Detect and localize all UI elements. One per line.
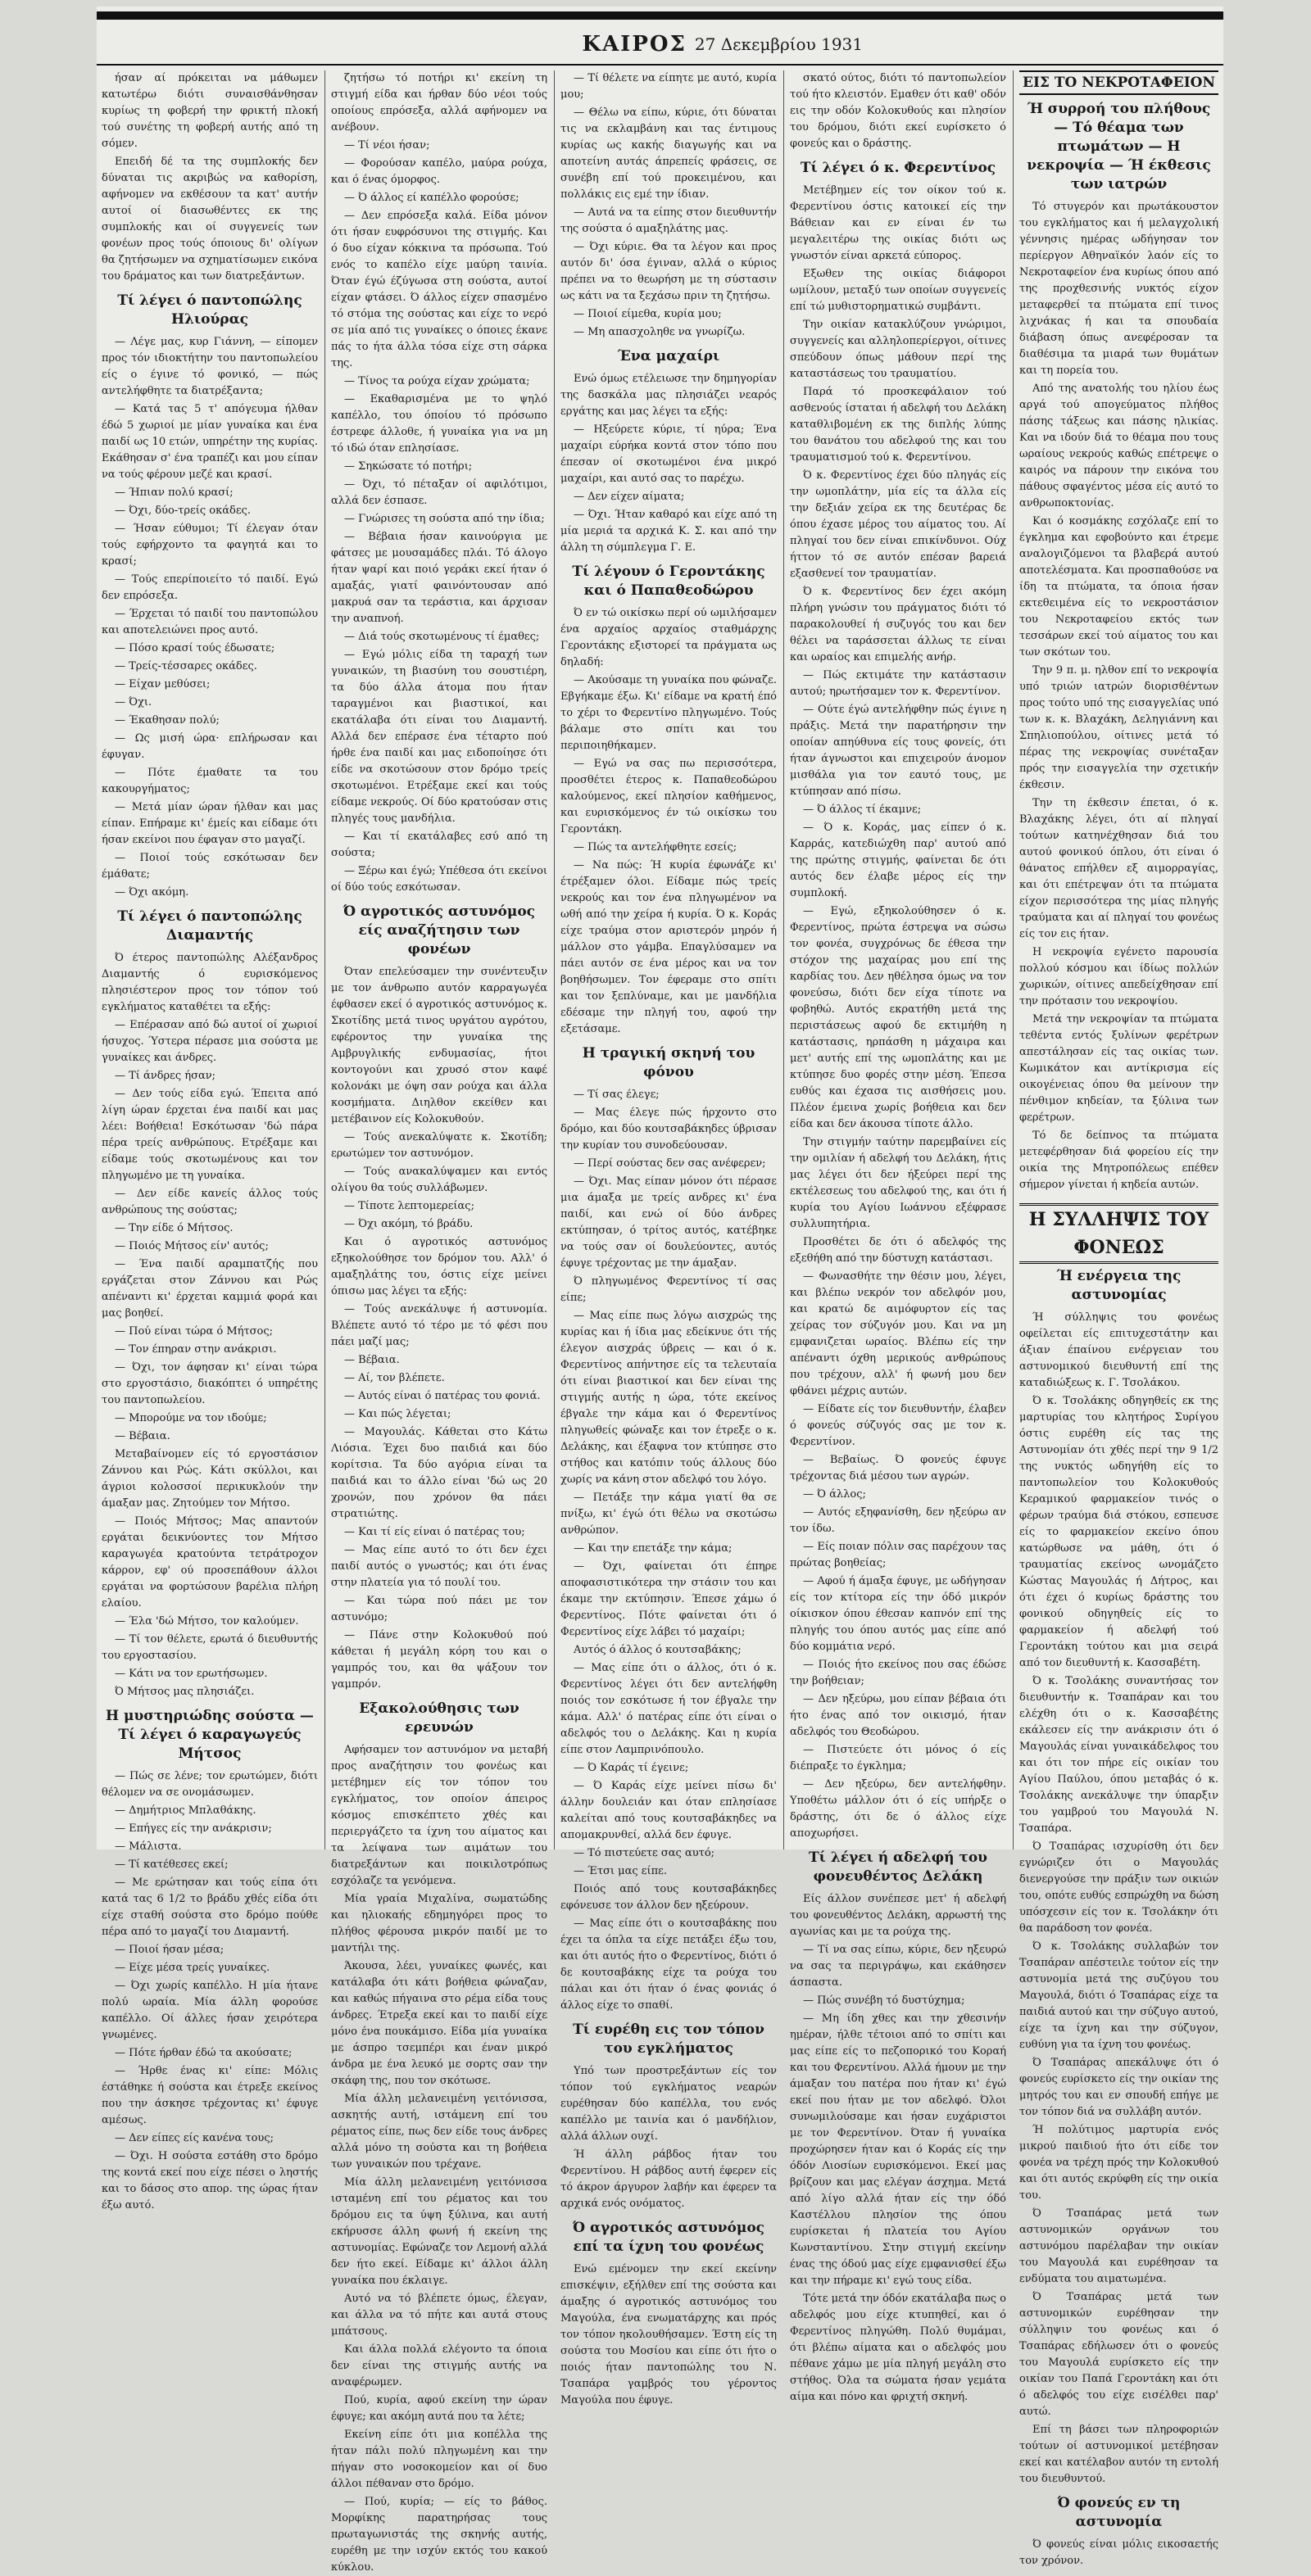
article-heading: Εξακολούθησις των ερευνών bbox=[359, 1700, 519, 1736]
column-divider bbox=[554, 70, 555, 1849]
article-heading: Ό φονεύς εν τη αστυνομία bbox=[1057, 2495, 1181, 2530]
column-2 bbox=[331, 70, 547, 2574]
paragraph: — Μη ίδη χθες και την χθεσινήν ημέραν, ήλθε τέτοιοι από το σπίτι και μας είπε είς το πεζοπορικό του Κοραή και του Φερεντίνου. Αλλά ήμουν με την άμαξαν του πατέρα που ήταν κι' έγώ εκεί που ήταν με τον αδελφό. Όλοι συνωμιλούσαμε και ήσαν ευχάριστοι με τον Φερεντίνον. Όταν ή γυναίκα προχώρησεν ήταν και ό Κοράς είς την όδόν Λιοσίων ευρισκόμενοι. Εκεί μας βρίζουν και μας ελέγαν άσχημα. Μετά από λίγο αλλά ήταν είς την όδό Καστέλλου πλησίον της όπου ευρίσκεται ή πλατεία του Αγίου Κωνσταντίνου. Στην στιγμή εκείνην ένας της όδού μας είχε εμφανισθεί έξω και την πήραμε κι' εγώ τους είδα. bbox=[790, 2012, 1006, 2287]
paragraph: — Μας έλεγε πώς ήρχοντο στο δρόμο, και δύο κουτσαβάκηδες ύβρισαν την κυρίαν του συνοδεύουσαν. bbox=[560, 1107, 777, 1152]
paragraph: — Είς ποιαν πόλιν σας παρέχουν τας πρώτας βοηθείας; bbox=[790, 1541, 1006, 1569]
paragraph: Μία γραία Μιχαλίνα, σωματώδης και ηλιοκαής εδημηγόρει προς το πλήθος φέρουσα μικρόν παιδί με το μαντήλι της. bbox=[331, 1893, 547, 1954]
article-heading: Ό αγροτικός αστυνόμος είς αναζήτησιν των φονέων bbox=[342, 903, 536, 958]
paragraph: Ή άλλη ράβδος ήταν του Φερεντίνου. Η ράβδος αυτή έφερεν είς τό άκρον άργυρον λαβήν και έφερεν τα αρχικά ενός ονόματος. bbox=[560, 2148, 777, 2210]
paragraph: Ό κ. Φερεντίνος δεν έχει ακόμη πλήρη γνώσιν του πράγματος διότι τό παρακολουθεί ή συζυγός του και δεν θέλει να ταράσσεται άλλως τε είναι και ωραίος και επιμελής ανήρ. bbox=[790, 586, 1006, 663]
paragraph: — Θέλω να είπω, κύριε, ότι δύναται τις να εκλαμβάνη και τας έντιμους κυρίας ως κακής διαγωγής και να αποτείνη αυτάς άπρεπείς φράσεις, σε συνέβη επί τού προκειμένου, και πολλάκις εις εμέ την ίδιαν. bbox=[560, 106, 777, 201]
paragraph: — Μετά μίαν ώραν ήλθαν και μας είπαν. Επήραμε κι' έμείς και είδαμε ότι ήσαν εκείνοι που έφαγαν στο μαγαζί. bbox=[102, 801, 318, 846]
paragraph: — Εκαθαρισμένα με το ψηλό καπέλλο, του όποίου τό πρόσωπο έστρεφε άλλοθε, ή γυναίκα για να μη τό ιδώ όταν επλησίασε. bbox=[331, 393, 547, 455]
paragraph: — Την είδε ό Μήτσος. bbox=[115, 1222, 234, 1234]
paragraph: — Ό κ. Κοράς, μας είπεν ό κ. Καρράς, κατεδιώχθη παρ' αυτού από της πρώτης στιγμής, φαίνεται δε ότι αυτός δεν έλαβε μέρος είς την συμπλοκή. bbox=[790, 822, 1006, 899]
columns bbox=[97, 70, 1223, 2574]
paragraph: Προσθέτει δε ότι ό αδελφός της εξεθήθη από την δύστυχη κατάστασι. bbox=[790, 1236, 1006, 1265]
paragraph: — Έκαθησαν πολύ; bbox=[115, 714, 220, 727]
paragraph: Ό φονεύς είναι μόλις εικοσαετής τον χρόνον. bbox=[1019, 2538, 1218, 2567]
paragraph: — Τί κατέθεσες εκεί; bbox=[115, 1858, 229, 1871]
paragraph: — Όχι, φαίνεται ότι έπηρε αποφασιστικότερα την στάσιν του και έκαμε την εκτύπησιν. Έπεσε χάμω ό Φερεντίνος. Πότε φαίνεται ότι ό Φερεντίνος είχε λάβει τό μαχαίρι; bbox=[560, 1560, 777, 1638]
paragraph: Ό κ. Τσολάκης οδηγηθείς εκ της μαρτυρίας του κλητήρος Συρίγου όστις ευρέθη είς τας της Αστυνομίαν ότι χθές περί την 9 1/2 της νυκτός ωδηγήθη είς το παντοπωλείον του Κολοκυθούς Κεραμικού φαρμακείον τινός ο φέρων τραύμα διά στόκου, εσπευσε είς το φαρμακείον εκείνο όπου κατώρθωσε να μάθη, ότι ό τραυματίας εκείνος ωνομάζετο Κώστας Μαγουλάς ή Δήτρος, και ότι έχει ό κυρίως δράστης του φονικού οδηγηθείς είς το φαρμακείον ή αδελφή τού Γεροντάκη τούτου και μια σειρά από τον διευθυντή κ. Κασσαβέτη. bbox=[1019, 1395, 1218, 1669]
paragraph: — Δεν τούς είδα εγώ. Έπειτα από λίγη ώραν έρχεται ένα παιδί και μας λέει: Βοήθεια! Εσκότωσαν 'δώ πάρα πέρα τρείς ανθρώπους. Ετρέξαμε και είδαμε τούς σκοτωμένους και τον πληγωμένο με τη γυναίκα. bbox=[102, 1088, 318, 1182]
article-heading: Τί λέγει ό παντοπώλης Διαμαντής bbox=[117, 908, 302, 944]
paragraph: — Αί, τον βλέπετε. bbox=[344, 1372, 445, 1384]
paragraph: — Όχι. Μας είπαν μόνον ότι πέρασε μια άμαξα με τρείς ανδρες κι' ένα παιδί, και ενώ οί δύο άνδρες εκτύπησαν, ό τρίτος αυτός, κατέβηκε να τούς σαν οί δουλεύοντες, αυτός έφυγε τρέχοντας με την άμαξαν. bbox=[560, 1175, 777, 1270]
paragraph: Την στιγμήν ταύτην παρεμβαίνει είς την ομιλίαν ή αδελφή του Δελάκη, ήτις μας λέγει ότι δεν ήξεύρει περί της εκτέλεσεως του αδελφού της, και ότι ή κυρία του Αγίου Ιωάννου εξέφρασε συλλυπητήρια. bbox=[790, 1136, 1006, 1230]
masthead bbox=[97, 28, 1223, 61]
article-heading: Ό αγροτικός αστυνόμος επί τα ίχνη του φονέως bbox=[572, 2220, 765, 2255]
paragraph: — Δεν είπες είς κανένα τους; bbox=[115, 2132, 274, 2144]
sub-heading: Ή συρροή του πλήθους — Τό θέαμα των πτωμάτων — Η νεκροψία — Ή έκθεσις των ιατρών bbox=[1027, 101, 1211, 192]
paragraph: — Βεβαίως. Ό φονεύς έφυγε τρέχοντας διά μέσου των αγρών. bbox=[790, 1454, 1006, 1483]
paragraph: — Πώς τα αντελήφθητε εσείς; bbox=[574, 841, 737, 853]
paragraph: — Τί θέλετε να είπητε με αυτό, κυρία μου; bbox=[560, 72, 777, 101]
paragraph: — Ό Καράς τί έγεινε; bbox=[574, 1762, 689, 1774]
paragraph: Ό Τσαπάρας μετά των αστυνομικών οργάνων του αστυνόμου παρέλαβαν την οικίαν του Μαγουλά και ευρέθησαν τα ενδύματα του αιματωμένα. bbox=[1019, 2207, 1218, 2285]
paragraph: — Με ερώτησαν και τούς είπα ότι κατά τας 6 1/2 το βράδυ χθές είδα ότι είχε σταθή σούστα στο δρόμο πούθε πέρα από το μαγαζί του Διαμαντή. bbox=[102, 1877, 318, 1938]
paragraph: Από της ανατολής του ηλίου έως αργά τού απογεύματος πλήθος πάσης τάξεως και πάσης ηλικίας. Και να ιδούν διά το θέαμα που τους ωραίους νεκρούς καθώς επέτρεψε ο καιρός να πάρουν την εικόνα του πάθους σφαγέντος μέσα είς αυτό το ανθρωποκτονίας. bbox=[1019, 383, 1218, 509]
paragraph: — Ό άλλος; bbox=[803, 1488, 866, 1501]
paragraph: — Πότε ήρθαν έδώ τα ακούσατε; bbox=[115, 2047, 293, 2059]
paragraph: — Εγώ, εξηκολούθησεν ό κ. Φερεντίνος, πρώτα έστρεψα να σώσω τον φονέα, συγχρόνως δε έθεσα την στόχον της μαχαίρας μου επί της καρδίας του. Δεν ηθέλησα όμως να τον φονεύσω, διότι δεν είχα τίποτε να φοβηθώ. Αυτός εκρατήθη μετά της περιστάσεως αφού δε εκτιμήθη η κατάστασις, ηρπάσθη η μάχαιρα και μετ' αυτής επί της ωμοπλάτης και με κτύπησε δυο φορές στην μέση. Έπεσα ευθύς και έχασα τις αισθήσεις μου. Πλέον έμεινα χωρίς βοήθεια και δεν είδα και δεν άκουσα τίποτε άλλο. bbox=[790, 905, 1006, 1130]
section-heading: ΕΙΣ ΤΟ ΝΕΚΡΟΤΑΦΕΙΟΝ bbox=[1019, 70, 1218, 95]
paragraph: — Περί σούστας δεν σας ανέφερεν; bbox=[574, 1157, 766, 1170]
paragraph: — Έτσι μας είπε. bbox=[574, 1865, 668, 1877]
article-heading: Τί λέγει ή αδελφή του φονευθέντος Δελάκη bbox=[809, 1849, 987, 1885]
paragraph: — Τρείς-τέσσαρες οκάδες. bbox=[115, 660, 257, 672]
paragraph: — Πιστεύετε ότι μόνος ό είς διέπραξε το έγκλημα; bbox=[790, 1744, 1006, 1772]
paragraph: — Όχι ακόμη. bbox=[115, 886, 189, 899]
paragraph: — Τούς επερίποιείτο τό παιδί. Εγώ δεν επρόσεξα. bbox=[102, 573, 318, 602]
column-divider bbox=[783, 70, 784, 1849]
paragraph: — Βέβαια. bbox=[115, 1430, 170, 1442]
paragraph: — Ούτε έγώ αντελήφθην πώς έγινε η πράξις. Μετά την παρατήρησιν την οποίαν απηύθυνα είς τους φονείς, ότι ήταν άγνωστοι και επιχειρούν άνομον μισθάλα για τον εαυτό τους, με κτύπησαν από πίσω. bbox=[790, 704, 1006, 798]
paragraph: — Αυτός εξηφανίσθη, δεν ηξεύρω αν τον ίδω. bbox=[790, 1506, 1006, 1535]
paragraph: — Είδατε είς τον διευθυντήν, έλαβεν ό φονεύς σύζυγός σας με τον κ. Φερεντίνον. bbox=[790, 1403, 1006, 1448]
paragraph: — Όχι, τό πέταξαν οί αφιλότιμοι, αλλά δεν έσπασε. bbox=[331, 478, 547, 507]
paragraph: Ό έτερος παντοπώλης Αλέξανδρος Διαμαντής ό ευρισκόμενος πλησιέστερον προς τον τόπον τού εγκλήματος καταθέτει τα εξής: bbox=[102, 952, 318, 1013]
paragraph: — Όχι, τον άφησαν κι' είναι τώρα στο εργοστάσιο, διακόπτει ό υπηρέτης του παντοπωλείου. bbox=[102, 1361, 318, 1406]
article-heading: Η τραγική σκηνή του φόνου bbox=[582, 1045, 755, 1080]
column-3 bbox=[560, 70, 777, 2406]
paragraph: — Πού, κυρία; — είς το βάθος. Μορφίκης παρατηρήσας τους πρωταγωνιστάς της σκηνής αυτής, ευρέθη με την ισχύν εκτός του κακού κύκλου. bbox=[331, 2496, 547, 2574]
paragraph: — Ως μισή ώρα· επλήρωσαν και έφυγαν. bbox=[102, 732, 318, 761]
paragraph: — Ήσαν εύθυμοι; Τί έλεγαν όταν τούς εφήρχοντο τα φαγητά και το κρασί; bbox=[102, 523, 318, 568]
paragraph: Άκουσα, λέει, γυναίκες φωνές, και κατάλαβα ότι κάτι βοήθεια φώναζαν, και καθώς πήγαινα στο ρέμα είδα τους άνδρες. Έτρεξα εκεί και το παιδί είχε μόνο ένα πουκάμισο. Είδα μία γυναίκα με άσπρο τσεμπέρι και έναν μικρό άνδρα με ένα λευκό με σορτς σαν την σκάφη της, που τον σκότωσε. bbox=[331, 1960, 547, 2087]
paragraph: σκατό ούτος, διότι τό παντοπωλείον τού ήτο κλειστόν. Εμαθεν ότι καθ' οδόν εις την οδόν Κολοκυθούς και πλησίον του δρόμου, διότι εκεί ευρίσκετο ό φονεύς και ο δράστης. bbox=[790, 72, 1006, 150]
paragraph: Τό στυγερόν και πρωτάκουστον του εγκλήματος και ή μελαγχολική γέννησις ημέρας ωδήγησαν τον περίεργον Αθηναϊκόν λαόν είς το Νεκροταφείον ένα κυρίως όπου από της προχθεσινής νυκτός είχον μεταφερθεί τα πτώματα επί τινος λιχνάκας ή και τα σπουδαία διάβαση όπως ανεφέροσαν τα διαθέσιμα τα μιαρά των θυμάτων και τη πορεία του. bbox=[1019, 201, 1218, 377]
paragraph: Επειδή δέ τα της συμπλοκής δεν δύναται τις ακριβώς να καθορίση, αφήνομεν να εκθέσουν τα κατ' αυτήν αυτοί οί διασωθέντες εκ της συμπλοκής και οί συγγενείς των φονέων προς τούς όποιους δι' ολίγων θα ζητήσωμεν να σχηματίσωμεν εικόνα του δράματος και των διατρεξάντων. bbox=[102, 156, 318, 283]
paragraph: ζητήσω τό ποτήρι κι' εκείνη τη στιγμή είδα και ήρθαν δύο νέοι τούς οποίους επρόσεξα, αλλά αφήνομεν να ανέβουν. bbox=[331, 72, 547, 134]
paragraph: — Πότε έμαθατε τα του κακουργήματος; bbox=[102, 767, 318, 795]
paragraph: — Όχι κύριε. Θα τα λέγον και προς αυτόν δι' όσα έγιναν, αλλά ο κύριος πρέπει να το θεωρήση με τη σύστασιν ως κάτι να τα ξεχάσω πριν τη ζητήσω. bbox=[560, 241, 777, 302]
paragraph: Αυτό να τό βλέπετε όμως, έλεγαν, και άλλα να τό πήτε και αυτά στους μπάτσους. bbox=[331, 2293, 547, 2338]
paragraph: — Δεν είχεν αίματα; bbox=[574, 491, 685, 503]
paragraph: — Ποιός Μήτσος είν' αυτός; bbox=[115, 1240, 269, 1252]
paragraph: — Ήπιαν πολύ κρασί; bbox=[115, 487, 234, 499]
paragraph: — Και πώς λέγεται; bbox=[344, 1408, 451, 1420]
masthead-rule bbox=[97, 64, 1223, 66]
paragraph: — Φωνασθήτε την θέσιν μου, λέγει, και βλέπω νεκρόν τον αδελφόν μου, και κρατώ δε αιμόφυρτον είς τας χείρας τον σύζυγόν μου. Και να μη εμφανιζεται ωραίος. Βλέπω είς την απέναντι όχθη μερικούς ανθρώπους που τρέχουν, αλλ' ή φωνή μου δεν φθάνει μέχρις αυτών. bbox=[790, 1270, 1006, 1397]
paragraph: — Έλα 'δώ Μήτσο, τον καλούμεν. bbox=[115, 1615, 299, 1628]
paragraph: — Τό πιστεύετε σας αυτό; bbox=[574, 1847, 715, 1859]
paragraph: — Τί άνδρες ήσαν; bbox=[115, 1070, 216, 1082]
paragraph: — Δεν επρόσεξα καλά. Είδα μόνον ότι ήσαν ευφρόσυνοι της στιγμής. Και ό δυο είχαν κόκκινα τα πρόσωπα. Τού ενός το καπέλο είχε μαύρη ταινία. Όταν έγώ έζύγωσα στη σούστα, αυτοί είχαν φτάσει. Ό άλλος είχεν σπασμένο τό στόμα της σούστας και είχε το νερό σε μία από τις γυναίκες ο όποιες έκανε πάς το ήτα άλλα τόσα είχε στη σάρκα της. bbox=[331, 210, 547, 369]
paragraph: Ό κ. Φερεντίνος έχει δύο πληγάς είς την ωμοπλάτην, μία είς τα άλλα είς την δεξιάν χείρα εκ της δευτέρας δε όπου έχασε μέρος του αίματος του. Αί πληγαί του δεν είναι επικίνδυνοι. Ούχ ήττον τό σε αυτόν επέσαν βαρειά εξασθενεί τον τραυματίαν. bbox=[790, 469, 1006, 580]
paragraph: — Ένα παιδί αραμπατζής που εργάζεται στον Ζάννου και Ρώς απέναντι κι' έρχεται καμμιά φορά και μας βοηθεί. bbox=[102, 1258, 318, 1320]
paragraph: — Τί να σας είπω, κύριε, δεν ηξευρώ να σας τα περιγράψω, και εκάθησεν άσπαστα. bbox=[790, 1944, 1006, 1989]
paragraph: — Μας είπε ότι ο κουτσαβάκης που έχει τα όπλα τα είχε πετάξει έξω του, και ότι αυτός ήτο ο Φερεντίνος, διότι ό δε κουτσαβάκης είχε τα ρούχα του πάλαι και ότι ήταν ό ένας φονιάς ό άλλος είχε το σπαθί. bbox=[560, 1917, 777, 2012]
paragraph: Τότε μετά την όδόν εκατάλαβα πως ο αδελφός μου είχε κτυπηθεί, και ό Φερεντίνος πληγώθη. Πολύ θυμάμαι, ότι βλέπω αίματα και ο αδελφός μου πέθανε χάμω με μία πληγή μεγάλη στο στήθος. Όλα τα σώματα ήσαν γεμάτα αίμα και πόνο και φριχτή σκηνή. bbox=[790, 2293, 1006, 2403]
paragraph: — Και την επετάξε την κάμα; bbox=[574, 1542, 733, 1555]
paragraph: — Όχι ακόμη, τό βράδυ. bbox=[344, 1218, 474, 1230]
paragraph: — Τούς ανεκάλυψε ή αστυνομία. Βλέπετε αυτό τό τέρο με τό φέσι που πάει μαζί μας; bbox=[331, 1303, 547, 1348]
paragraph: — Αυτός είναι ό πατέρας του φονιά. bbox=[344, 1390, 541, 1402]
paragraph: — Ό άλλος εί καπέλλο φορούσε; bbox=[344, 192, 519, 204]
paragraph: Ό πληγωμένος Φερεντίνος τί σας είπε; bbox=[560, 1275, 777, 1304]
paragraph: — Λέγε μας, κυρ Γιάννη, — είπομεν προς τόν ιδιοκτήτην του παντοπωλείου είς ο έγινε τό φονικό, — πώς αντελήφθητε τα διατρέξαντα; bbox=[102, 336, 318, 397]
paragraph: Την 9 π. μ. ηλθον επί το νεκροψία υπό τριών ιατρών διορισθέντων προς τούτο υπό της εισαγγελίας υπό των κ. κ. Βλαχάκη, Δεληγιάννη και Σπηλιοπούλου, οίτινες μετά τό πέρας της νεκροψίας συνέταξαν πρός την εισαγγελία την σχετικήν έκθεσιν. bbox=[1019, 664, 1218, 791]
paragraph: Εξωθεν της οικίας διάφοροι ωμίλουν, μεταξύ των οποίων συγγενείς επί τώ μυθιστορηματικώ συμβάντι. bbox=[790, 268, 1006, 313]
paragraph: — Όχι χωρίς καπέλλο. Η μία ήτανε πολύ ωραία. Μία άλλη φορούσε καπέλλο. Οί άλλες ήσαν χειρότερα γνωμένες. bbox=[102, 1980, 318, 2041]
column-1 bbox=[102, 70, 318, 2212]
paragraph: Ή πολύτιμος μαρτυρία ενός μικρού παιδιού ήτο ότι είδε τον φονέα να τρέχη πρός την Κολοκυθού και ότι αυτός εκρύφθη είς την οικία του. bbox=[1019, 2124, 1218, 2202]
newspaper-name: ΚΑΙΡΟΣ bbox=[582, 32, 687, 57]
paragraph: Και ό κοσμάκης εσχόλαζε επί το έγκλημα και εφοβούντο και έτρεμε αναλογιζόμενοι τα βλαβερά αυτού αποτελέσματα. Και προσπαθούσε να ίδη τα πτώματα, τα όποια ήσαν εκτεθειμένα είς το νεκροστάσιον του Νεκροταφείου εκτός των τεσσάρων εκεί τού αίματος του και των σκότων του. bbox=[1019, 515, 1218, 659]
paragraph: — Εγώ μόλις είδα τη ταραχή των γυναικών, τη βιασύνη του σουστιέρη, τα δύο άλλα άτομα που ήταν ταραγμένοι και βιαστικοί, και εκατάλαβα ότι είναι του Διαμαντή. Αλλά δεν επέρασε ένα τέταρτο πού ήρθε ένα παιδί και μας ειδοποίησε ότι είδε να σκοτώσουν στον δρόμο τρείς σκοτωμένοι. Ετρέξαμε εκεί και τούς είδαμε νεκρούς. Οί δύο κρατούσαν στις πληγές τους μανδήλια. bbox=[331, 649, 547, 825]
paragraph: — Ό άλλος τί έκαμνε; bbox=[803, 804, 922, 816]
paragraph: — Κατά τας 5 τ' απόγευμα ήλθαν έδώ 5 χωριοί με μίαν γυναίκα και ένα παιδί ως 10 ετών, υπηρέτην της κυρίας. Εκάθησαν σ' ένα τραπέζι και μου είπαν να τούς φέρουν μεζέ και κρασί. bbox=[102, 403, 318, 481]
article-heading: Τί λέγει ό κ. Φερεντίνος bbox=[800, 160, 996, 176]
article-heading: Ένα μαχαίρι bbox=[617, 348, 720, 364]
paragraph: Όταν επελεύσαμεν την συνέντευξιν με τον άνθρωπο αυτόν καρραγωγέα έφθασεν εκεί ό αγροτικός αστυνόμος κ. Σκοτίδης μετά τινος υργάτου αγρότου, εφέροντος την γυναίκα της Αμβρυγλικής ενδυμασίας, ήτοι κοντογούνι και χρυσό στον καφέ κολονάκι με όψη σαν ρούχα και άλλα κοσμήματα. Διηλθον εκείθεν και μετέβαινον είς Κολοκυθούν. bbox=[331, 966, 547, 1125]
article-heading: Τί λέγει ό παντοπώλης Ηλιούρας bbox=[117, 292, 302, 328]
paragraph: Την οικίαν κατακλύζουν γνώριμοι, συγγενείς και αλληλοπερίεργοι, οίτινες σπεύδουν όπως μάθουν περί της καταστάσεως του τραυματίου. bbox=[790, 319, 1006, 380]
paragraph: Εκείνη είπε ότι μια κοπέλλα της ήταν πάλι πολύ πληγωμένη και την πήγαν στο νοσοκομείον και οί δυο άλλοι πέθαναν στο δρόμο. bbox=[331, 2429, 547, 2490]
paragraph: — Πού είναι τώρα ό Μήτσος; bbox=[115, 1325, 274, 1338]
paragraph: — Και τί είς είναι ό πατέρας του; bbox=[344, 1526, 525, 1538]
paragraph: — Όχι. Η σούστα εστάθη στο δρόμο της κοντά εκεί που είχε πέσει ο ληστής και το δάσος στο απορ. της ώρας ήταν έξω αυτό. bbox=[102, 2150, 318, 2212]
article-heading: Τί ευρέθη εις τον τόπον του εγκλήματος bbox=[573, 2021, 764, 2057]
column-divider bbox=[324, 70, 325, 1849]
paragraph: — Γνώρισες τη σούστα από την ίδια; bbox=[344, 513, 545, 525]
paragraph: — Φορούσαν καπέλο, μαύρα ρούχα, και ό ένας όμορφος. bbox=[331, 157, 547, 186]
paragraph: ήσαν αί πρόκειται να μάθωμεν κατωτέρω διότι συναισθάνθησαν κυρίως τη φοβερή την φρικτή πλοκή τού συνέτης τη φοβερή αυτής από τη σόμεν. bbox=[102, 72, 318, 150]
paragraph: — Ηξεύρετε κύριε, τί ηύρα; Ένα μαχαίρι εύρήκα κοντά στον τόπο που έπεσαν οί σκοτωμένοι ένα μικρό μαχαίρι, και αυτό σας το παρέχω. bbox=[560, 423, 777, 485]
paragraph: — Ξέρω και έγώ; Υπέθεσα ότι εκείνοι οί δύο τούς εσκότωσαν. bbox=[331, 865, 547, 894]
paragraph: Μεταβαίνομεν είς τό εργοστάσιον Ζάννου και Ρώς. Κάτι σκύλλοι, και άγριοι κολοσσοί περικυκλούν την άμαξαν μας. Ζητούμεν τον Μήτσο. bbox=[102, 1448, 318, 1510]
paragraph: Ό Τσαπάρας ισχυρίσθη ότι δεν εγνώριζεν ότι ο Μαγουλάς διενεργούσε την πράξιν των οικιών του, οπότε ευθύς εσπρώχθη να δώση υπόσχεσιν είς τον κ. Τσολάκην ότι θα παράδοση τον φονέα. bbox=[1019, 1840, 1218, 1935]
paragraph: Μία άλλη μελανειμένη γειτόνισσα, ασκητής αυτή, ιστάμενη επί του ρέματος είπε, πως δεν είδε τους άνδρες αλλά μόνο τη σούστα και τη βοήθεια των γυναικών που τρέχανε. bbox=[331, 2093, 547, 2171]
issue-date: 27 Δεκεμβρίου 1931 bbox=[694, 34, 863, 54]
paragraph: — Έρχεται τό παιδί του παντοπώλου και αποτελειώνει προς αυτό. bbox=[102, 608, 318, 636]
paragraph: — Τούς ανακαλύψαμεν και εντός ολίγου θα τούς συλλάβωμεν. bbox=[331, 1166, 547, 1194]
paragraph: Παρά τό προσκεφάλαιον τού ασθενούς ίσταται ή αδελφή του Δελάκη καταθλιβομένη εκ της διπλής λύπης του θανάτου του αδελφού της και του τραυματισμού τού κ. Φερεντίνου. bbox=[790, 386, 1006, 464]
paragraph: — Πάνε στην Κολοκυθού πού κάθεται ή μεγάλη κόρη του και ο γαμπρός του, και θα ψάξουν τον γαμπρόν. bbox=[331, 1629, 547, 1691]
paragraph: — Κάτι να τον ερωτήσωμεν. bbox=[115, 1668, 268, 1680]
paragraph: Μετέβημεν είς τον οίκον τού κ. Φερεντίνου όστις κατοικεί είς την Βάθειαν και εν είναι έν τω μεγαλειτέρω της οικίας διότι ως γνωστόν είναι αρκετά εύπορος. bbox=[790, 184, 1006, 262]
paragraph: — Ποιός ήτο εκείνος που σας έδώσε την βοήθειαν; bbox=[790, 1659, 1006, 1687]
paragraph: — Όχι, δύο-τρείς οκάδες. bbox=[115, 505, 251, 517]
paragraph: Ό Τσαπάρας απεκάλυψε ότι ό φονεύς ευρίσκετο είς την οικίαν της μητρός του και εν σπουδή επήγε με τον τόπον διά να συλλάβη αυτόν. bbox=[1019, 2057, 1218, 2118]
newspaper-page bbox=[97, 7, 1223, 2574]
article-heading: Η μυστηριώδης σούστα — Τί λέγει ό καραγωγεύς Μήτσος bbox=[106, 1708, 314, 1762]
paragraph: — Επέρασαν από δώ αυτοί οί χωριοί ήσυχος. Ύστερα πέρασε μια σούστα με γυναίκες και άνδρες. bbox=[102, 1019, 318, 1064]
paragraph: Ό κ. Τσολάκης συναντήσας τον διευθυντήν κ. Τσαπάραν και του ελέχθη ότι ο κ. Κασσαβέτης εκάλεσεν είς την ανάκρισιν ότι ό Μαγουλάς είναι γυναικάδελφος του και ότι τον πήρε είς οικίαν του Αγίου Παύλου, όπου μεταβάς ό κ. Τσολάκης ανεκάλυψε την ύπαρξιν του γαμβρού του Μαγουλά Ν. Τσαπάρα. bbox=[1019, 1675, 1218, 1835]
paragraph: Την τη έκθεσιν έπεται, ό κ. Βλαχάκης λέγει, ότι αί πληγαί τούτων κατηνέχθησαν διά του αυτού φονικού όπλου, ότι είναι ό θάνατος επήλθεν εξ αιμορραγίας, και ότι επέτρεψαν ότι τα πτώματα είχον περισσότερα της μίας πληγής τραύματα και αί πληγαί του φονέως είς τον εις ήταν. bbox=[1019, 797, 1218, 940]
paragraph: Και ό αγροτικός αστυνόμος εξηκολούθησε τον δρόμον του. Αλλ' ό αμαξηλάτης του, όστις είχε μείνει όπισω μας λέγει τα εξής: bbox=[331, 1236, 547, 1297]
paragraph: — Διά τούς σκοτωμένους τί έμαθες; bbox=[344, 631, 540, 643]
paragraph: — Τί νέοι ήσαν; bbox=[344, 139, 430, 152]
paragraph: — Μαγουλάς. Κάθεται στο Κάτω Λιόσια. Έχει δυο παιδιά και δύο κορίτσια. Τα δύο αγόρια είναι τα παιδιά και το άλλο είναι 'δώ ως 20 χρονών, που χρόνον θα πάει στρατιώτης. bbox=[331, 1426, 547, 1520]
column-4 bbox=[790, 70, 1006, 2403]
paragraph: Ό Τσαπάρας μετά των αστυνομικών ευρέθησαν την σύλληψιν του φονέως και ό Τσαπάρας εδήλωσεν ότι ο φονεύς του Μαγουλά ευρίσκετο είς την οικίαν του Παπά Γεροντάκη και ότι ό αδελφός του είχε εισέλθει παρ' αυτώ. bbox=[1019, 2291, 1218, 2418]
paragraph: — Και τώρα πού πάει με τον αστυνόμο; bbox=[331, 1595, 547, 1623]
paragraph: Ποιός από τους κουτσαβάκηδες εφόνευσε τον άλλον δεν ηξεύρουν. bbox=[560, 1883, 777, 1912]
paragraph: — Αυτά να τα είπης στον διευθυντήν της σούστα ό αμαξηλάτης μας. bbox=[560, 206, 777, 235]
paragraph: Ό Μήτσος μας πλησιάζει. bbox=[115, 1686, 255, 1698]
paragraph: — Ποιοί τούς εσκότωσαν δεν έμάθατε; bbox=[102, 852, 318, 881]
paragraph: — Μας είπε αυτό το ότι δεν έχει παιδί αυτός ο γνωστός; και ότι ένας στην πλατεία για τό πουλί του. bbox=[331, 1544, 547, 1589]
paragraph: — Δημήτριος Μπλαθάκης. bbox=[115, 1804, 256, 1817]
paragraph: — Εγώ να σας πω περισσότερα, προσθέτει έτερος κ. Παπαθεοδώρου καλούμενος, εκεί πλησίον καθήμενος, και ευρισκόμενος έν τώ οικίσκω του Γεροντάκη. bbox=[560, 758, 777, 835]
paragraph: — Βέβαια. bbox=[344, 1354, 400, 1366]
sub-heading: Ή ενέργεια της αστυνομίας bbox=[1056, 1268, 1182, 1303]
paragraph: — Πόσο κρασί τούς έδωσατε; bbox=[115, 642, 275, 654]
column-5 bbox=[1019, 70, 1218, 2567]
paragraph: — Μας είπε πως λόγω αισχρώς της κυρίας και ή ίδια μας εδείκνυε ότι τής έλεγον αισχράς ύβρεις — και ό κ. Φερεντίνος απήντησε είς τα τελευταία ότι είναι βιαστικοί και δεν είναι της στιγμής αυτής η ώρα, τότε εκείνος έβγαλε την κάμα και ό Φερεντίνος πληγωθείς φώναξε και τον έτρεξε ο κ. Δελάκης, και έξαφνα τον κτύπησε στο στήθος και κατόπιν τούς άλλους δύο χωρίς να κάνη στον αδελφό του λόγο. bbox=[560, 1310, 777, 1486]
paragraph: Ό εν τώ οικίσκω περί ού ωμιλήσαμεν ένα αρχαίος αρχαίος σταθμάρχης Γεροντάκης εξιστορεί τα πράγματα ως δηλαδή: bbox=[560, 607, 777, 668]
paragraph: — Τί σας έλεγε; bbox=[574, 1089, 660, 1101]
paragraph: Αυτός ό άλλος ό κουτσαβάκης; bbox=[574, 1644, 742, 1656]
paragraph: — Τίποτε λεπτομερείας; bbox=[344, 1200, 474, 1212]
paragraph: Ό κ. Τσολάκης συλλαβών τον Τσαπάραν απέστειλε τούτον είς την αστυνομία μετά της συζύγου του Μαγουλά, διότι ό Τσαπάρας είχε τα παιδιά αυτού και την σύζυγο αυτού, είχε τα ίχνη και την σύζυγον, ευθύνη για τα ίχνη του φονέως. bbox=[1019, 1940, 1218, 2051]
paragraph: — Και τί εκατάλαβες εσύ από τη σούστα; bbox=[331, 831, 547, 859]
paragraph: — Ποιός Μήτσος; Μας απαντούν εργάται δεικνύοντες τον Μήτσο καραγωγέα κρατούντα τετράτροχον κάρρον, εφ' ού προσεπάθουν άλλοι εργάται να φορτώσουν βαρέλια πλήρη ελαίου. bbox=[102, 1515, 318, 1609]
article-heading: Τί λέγουν ό Γεροντάκης και ό Παπαθεοδώρου bbox=[572, 564, 765, 599]
paragraph: — Είχε μέσα τρείς γυναίκες. bbox=[115, 1962, 270, 1974]
paragraph: — Τί τον θέλετε, ερωτά ό διευθυντής του εργοστασίου. bbox=[102, 1633, 318, 1662]
paragraph: — Σηκώσατε τό ποτήρι; bbox=[344, 460, 473, 473]
paragraph: — Μας είπε ότι ο άλλος, ότι ό κ. Φερεντίνος λέγει ότι δεν αντελήφθη ποιός τον εσκότωσε ή τον έβγαλε την κάμα. Αλλ' ό πατέρας είπε ότι είναι ο αδελφός του ο Δελάκης. Και η κυρία είπε στον Λαμπρινόπουλο. bbox=[560, 1662, 777, 1756]
paragraph: Πού, κυρία, αφού εκείνη την ώραν έφυγε; και ακόμη αυτά που τα λέτε; bbox=[331, 2394, 547, 2423]
paragraph: Και άλλα πολλά ελέγοντο τα όποια δεν είναι της στιγμής αυτής να αναφέρωμεν. bbox=[331, 2343, 547, 2388]
paragraph: — Μη απασχοληθε να γνωρίζω. bbox=[574, 326, 746, 338]
paragraph: Αφήσαμεν τον αστυνόμον να μεταβή προς αναζήτησιν του φονέως και μετέβημεν είς τον τόπον του εγκλήματος, τον οποίον άπειρος κόσμος επισκέπτετο χθές και περιεργάζετο τα ίχνη του αίματος και τα λείψανα των αιμάτων του διατρεξάντων και ποικιλοτρόπως εσχόλαζε τα γενόμενα. bbox=[331, 1744, 547, 1887]
paragraph: Ενώ όμως ετέλειωσε την δημηγορίαν της δασκάλα μας πλησιάζει νεαρός εργάτης και μας λέγει τα εξής: bbox=[560, 373, 777, 418]
paragraph: — Αφού ή άμαξα έφυγε, με ωδήγησαν είς τον κτίτορα είς την όδό μικρόν οίκισκον όπου έθεσαν καπνόν επί της πληγής του όπου αυτός μας είπε από δύο κομμάτια νερό. bbox=[790, 1575, 1006, 1653]
paragraph: — Όχι. bbox=[115, 696, 152, 709]
paragraph: — Πετάξε την κάμα γιατί θα σε πνίξω, κι' έγώ ότι θέλω να σκοτώσω ανθρώπον. bbox=[560, 1492, 777, 1537]
paragraph: — Δεν ηξεύρω, δεν αντελήφθην. Υποθέτω μάλλον ότι ό είς υπήρξε ο δράστης, ότι δε ό άλλος είχε αποχωρήσει. bbox=[790, 1778, 1006, 1840]
top-rule bbox=[97, 11, 1223, 20]
paragraph: — Πώς εκτιμάτε την κατάστασιν αυτού; ηρωτήσαμεν τον κ. Φερεντίνον. bbox=[790, 669, 1006, 698]
paragraph: — Επήγες είς την ανάκρισιν; bbox=[115, 1822, 272, 1835]
paragraph: — Τούς ανεκαλύψατε κ. Σκοτίδη; ερωτώμεν τον αστυνόμον. bbox=[331, 1131, 547, 1160]
paragraph: Η νεκροψία εγένετο παρουσία πολλού κόσμου και ίδίως πολλών χωρικών, οίτινες απεδείχθησαν επί την πρότασιν του νεκροψίου. bbox=[1019, 946, 1218, 1007]
paragraph: — Ποιοί ήσαν μέσα; bbox=[115, 1944, 225, 1956]
paragraph: — Είχαν μεθύσει; bbox=[115, 678, 211, 690]
paragraph: Τό δε δείπνος τα πτώματα μετεφέρθησαν διά φορείου είς την οικία της Μητροπόλεως επέθεν σήμερον γίνεται ή κηδεία αυτών. bbox=[1019, 1130, 1218, 1191]
section-heading: Η ΣΥΛΛΗΨΙΣ ΤΟΥ ΦΟΝΕΩΣ bbox=[1019, 1203, 1218, 1264]
paragraph: — Όχι. Ήταν καθαρό και είχε από τη μία μεριά τα αρχικά Κ. Σ. και από την άλλη τη σύμπλεγμα Γ. Ε. bbox=[560, 509, 777, 554]
paragraph: — Ό Καράς είχε μείνει πίσω δι' άλλην δουλειάν και όταν επλησίασε καλείται από τους κουτσαβάκηδες να απομακρυνθεί, αλλά δεν έφυγε. bbox=[560, 1780, 777, 1841]
paragraph: — Ακούσαμε τη γυναίκα που φώναζε. Εβγήκαμε έξω. Κι' είδαμε να κρατή έπό το χέρι το Φερεντίνο πληγωμένο. Τούς βάλαμε στο σπίτι και του περιποιηθήκαμεν. bbox=[560, 674, 777, 752]
paragraph: — Τίνος τα ρούχα είχαν χρώματα; bbox=[344, 375, 530, 387]
paragraph: — Να πώς: Ή κυρία έφωνάζε κι' έτρέξαμεν όλοι. Είδαμε πώς τρείς νεκρούς και τον ένα πληγωμένον να ωθή από την χείρα ή κυρία. Ό κ. Κοράς είχε τραύμα στον αριστερόν μηρόν ή μάλλον στο γάμβα. Επαγλύσαμεν να πάει αυτόν σε ένα μέρος και να τον βοηθήσωμεν. Τον έφεραμε στο σπίτι και τον ξεπλύναμε, και με μανδήλια εδέσαμε την πληγή του, αφού την εξετάσαμε. bbox=[560, 859, 777, 1035]
paragraph: Επί τη βάσει των πληροφοριών τούτων οί αστυνομικοί μετέβησαν εκεί και κατέλαβον αυτόν τη εντολή του διευθυντού. bbox=[1019, 2424, 1218, 2485]
paragraph: Είς άλλον συνέπεσε μετ' ή αδελφή του φονευθέντος Δελάκη, αρρωστή της αγωνίας και με τα ρούχα της. bbox=[790, 1893, 1006, 1938]
paragraph: — Ήρθε ένας κι' είπε: Μόλις έστάθηκε ή σούστα και έτρεξε εκείνος που την άσκησε τρέχοντας κι' έφυγε αμέσως. bbox=[102, 2065, 318, 2126]
paragraph: Ή σύλληψις του φονέως οφείλεται είς επιτυχεστάτην και άξιαν έπαίνου ενέργειαν του αστυνομικού διευθυντή επί της καταδιώξεως κ. Γ. Τσολάκου. bbox=[1019, 1311, 1218, 1389]
paragraph: — Μπορούμε να τον ιδούμε; bbox=[115, 1412, 267, 1424]
paragraph: — Ποιοί είμεθα, κυρία μου; bbox=[574, 308, 722, 320]
paragraph: Ενώ εμένομεν την εκεί εκείνην επισκέψιν, εξήλθεν επί της σούστα και άμαξης ό αγροτικός αστυνόμος του Μαγούλα, ένα ενωματάρχης και πρός τον τόπον ηκολουθήσαμεν. Έστη είς τη σούστα του Μοσίου και είπε ότι ήτο ο ποιός ήταν παντοπώλης του Ν. Τσαπάρα γαμβρός του γέροντος Μαγούλα που έφυγε. bbox=[560, 2263, 777, 2406]
paragraph: — Πώς συνέβη τό δυστύχημα; bbox=[803, 1994, 965, 2007]
paragraph: — Βέβαια ήσαν καινούργια με φάτσες με μουσαμάδες πλάι. Τό άλογο ήταν ψαρί και ποιό γεράκι εκεί ήταν ό αμαξάς, γιατί φαινόντουσαν από μακρυά σαν τα τεράστια, και άρχισαν την αναπνοή. bbox=[331, 531, 547, 625]
paragraph: Μετά την νεκροψίαν τα πτώματα τεθέντα εντός ξυλίνων φερέτρων απεστάλησαν είς τας οικίας των. Κωμικάτον και αντίκρισμα είς οικογένειας όπου θα μείνουν την πένθιμον κηδείαν, τα ξύλινα των φερέτρων. bbox=[1019, 1013, 1218, 1124]
paragraph: — Μάλιστα. bbox=[115, 1840, 182, 1853]
paragraph: — Τον έπηραν στην ανάκρισι. bbox=[115, 1343, 277, 1356]
column-divider bbox=[1013, 70, 1014, 1849]
paragraph: — Δεν ηξεύρω, μου είπαν βέβαια ότι ήτο ένας από τον οικισμό, ήταν αδελφός του Θεοδώρου. bbox=[790, 1693, 1006, 1738]
paragraph: — Δεν είδε κανείς άλλος τούς ανθρώπους της σούστας; bbox=[102, 1188, 318, 1216]
paragraph: Μία άλλη μελανειμένη γειτόνισσα ισταμένη επί του ρέματος και του δρόμου εις τα ύψη ξύλινα, και αυτή εκήρυσσε άλλη φωνή ή εκείνη της αστυνομίας. Εφώναζε τον Λεμονή αλλά δεν ήτο εκεί. Είδαμε κι' άλλοι άλλη γυναίκα που έκλαιγε. bbox=[331, 2176, 547, 2287]
paragraph: — Πώς σε λένε; τον ερωτώμεν, διότι θέλομεν να σε ονομάσωμεν. bbox=[102, 1770, 318, 1799]
paragraph: Υπό των προστρεξάντων είς τον τόπον τού εγκλήματος νεαρών ευρέθησαν δύο καπέλλα, του ενός καπέλλο με ταινία και ό μανδήλιον, αλλά άλλων ουχί. bbox=[560, 2065, 777, 2143]
